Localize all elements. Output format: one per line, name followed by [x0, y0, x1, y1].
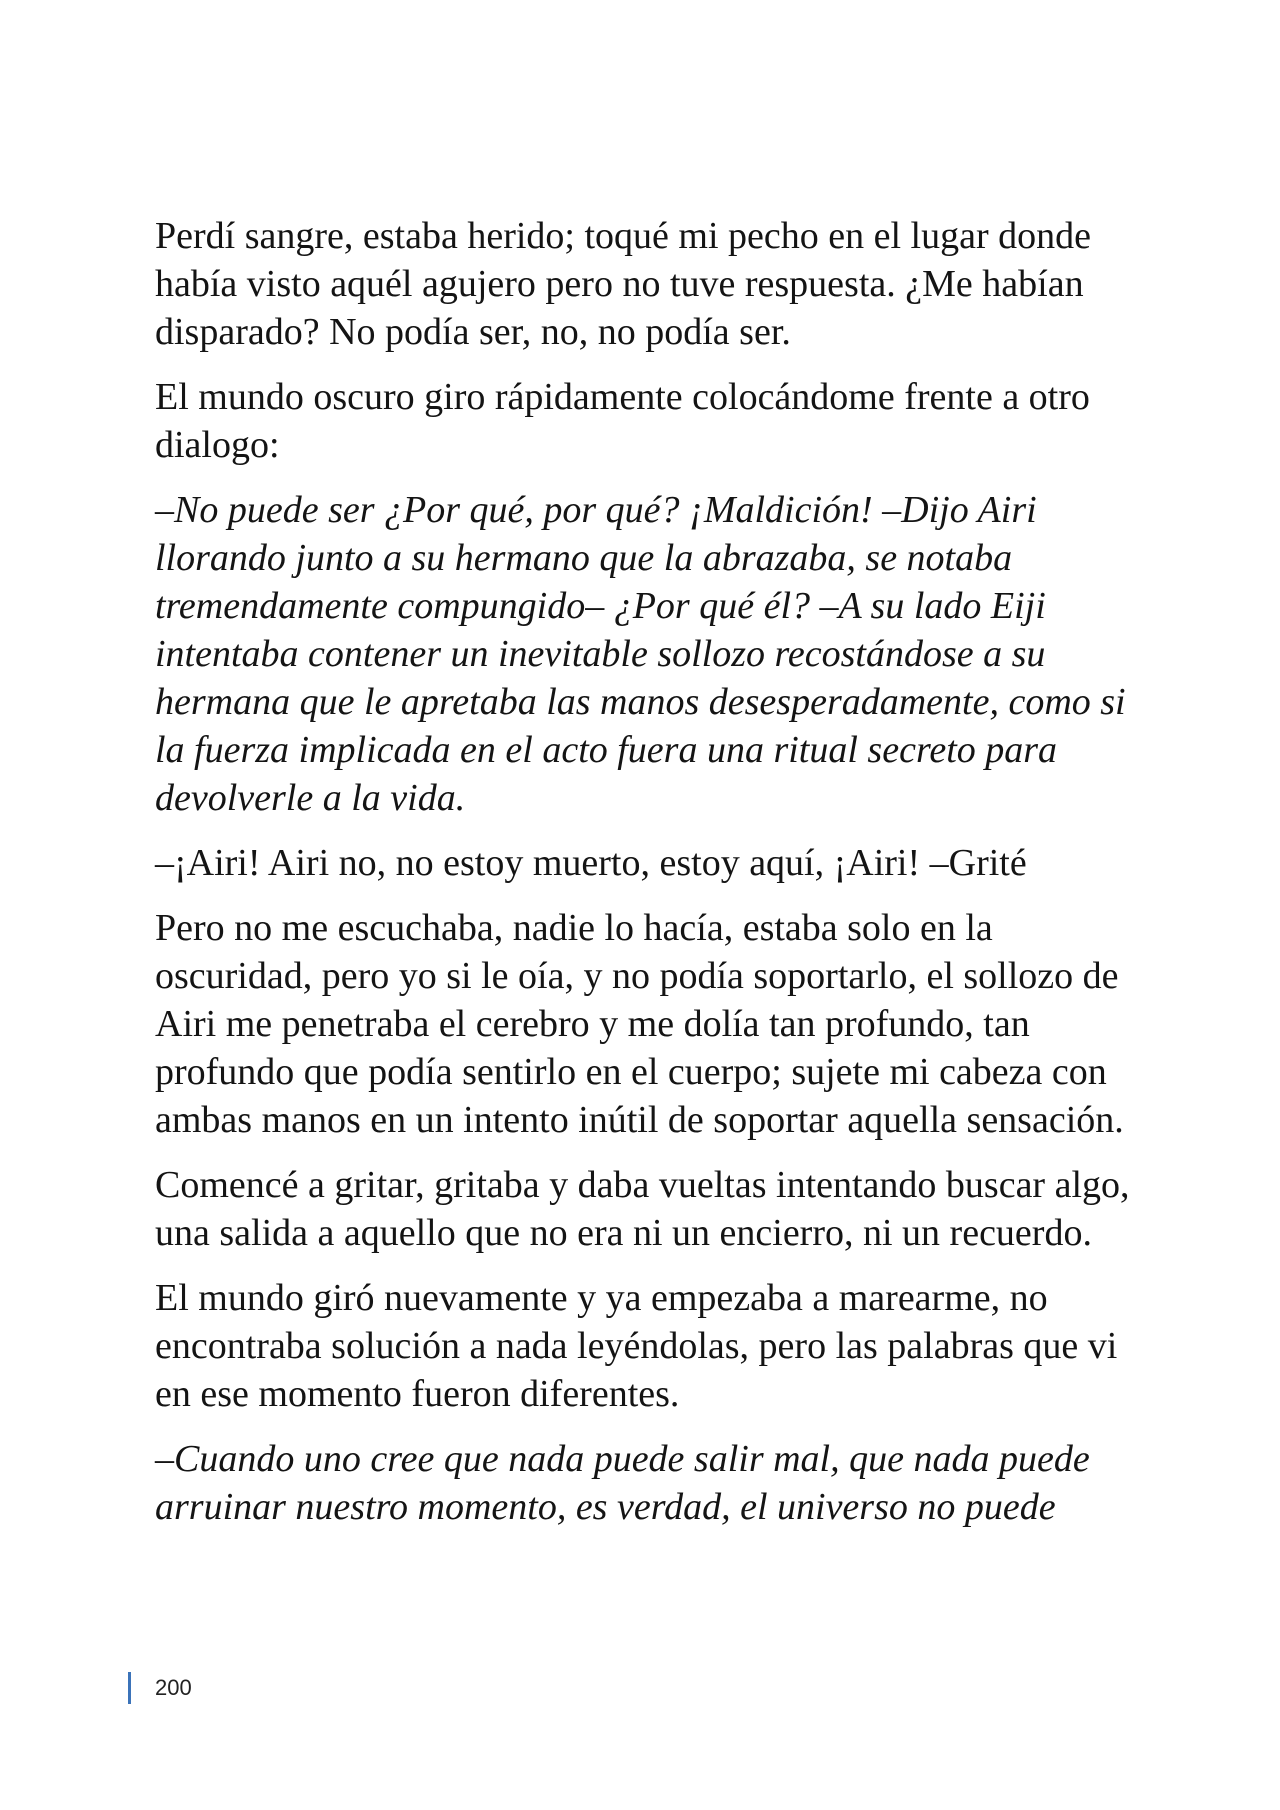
- page-number: 200: [155, 1675, 192, 1700]
- italic-paragraph: –No puede ser ¿Por qué, por qué? ¡Maldición! –Dijo Airi llorando junto a su hermano que la abrazaba, se notaba tremendamente compungido– ¿Por qué él? –A su lado Eiji intentaba contener un inevitable sollozo recostándose a su hermana que le apretaba las manos desesperadamente, como si la fuerza implicada en el acto fuera una ritual secreto para devolverle a la vida.: [155, 489, 1126, 819]
- paragraph: El mundo giró nuevamente y ya empezaba a marearme, no encontraba solución a nada leyéndolas, pero las palabras que vi en ese momento fueron diferentes.: [155, 1277, 1118, 1415]
- footer-rule: [128, 1672, 131, 1704]
- paragraph: Comencé a gritar, gritaba y daba vueltas intentando buscar algo, una salida a aquello que no era ni un encierro, ni un recuerdo.: [155, 1164, 1130, 1254]
- page-footer: [128, 1669, 192, 1707]
- paragraph: Perdí sangre, estaba herido; toqué mi pecho en el lugar donde había visto aquél agujero pero no tuve respuesta. ¿Me habían disparado? No podía ser, no, no podía ser.: [155, 215, 1091, 353]
- paragraph: Pero no me escuchaba, nadie lo hacía, estaba solo en la oscuridad, pero yo si le oía, y no podía soportarlo, el sollozo de Airi me penetraba el cerebro y me dolía tan profundo, tan profundo que podía sentirlo en el cuerpo; sujete mi cabeza con ambas manos en un intento inútil de soportar aquella sensación.: [155, 907, 1124, 1141]
- paragraph: El mundo oscuro giro rápidamente colocándome frente a otro dialogo:: [155, 376, 1090, 466]
- italic-paragraph: –Cuando uno cree que nada puede salir mal, que nada puede arruinar nuestro momento, es verdad, el universo no puede: [155, 1438, 1090, 1528]
- paragraph: –¡Airi! Airi no, no estoy muerto, estoy aquí, ¡Airi! –Grité: [155, 842, 1027, 884]
- page-body: [155, 212, 1140, 1548]
